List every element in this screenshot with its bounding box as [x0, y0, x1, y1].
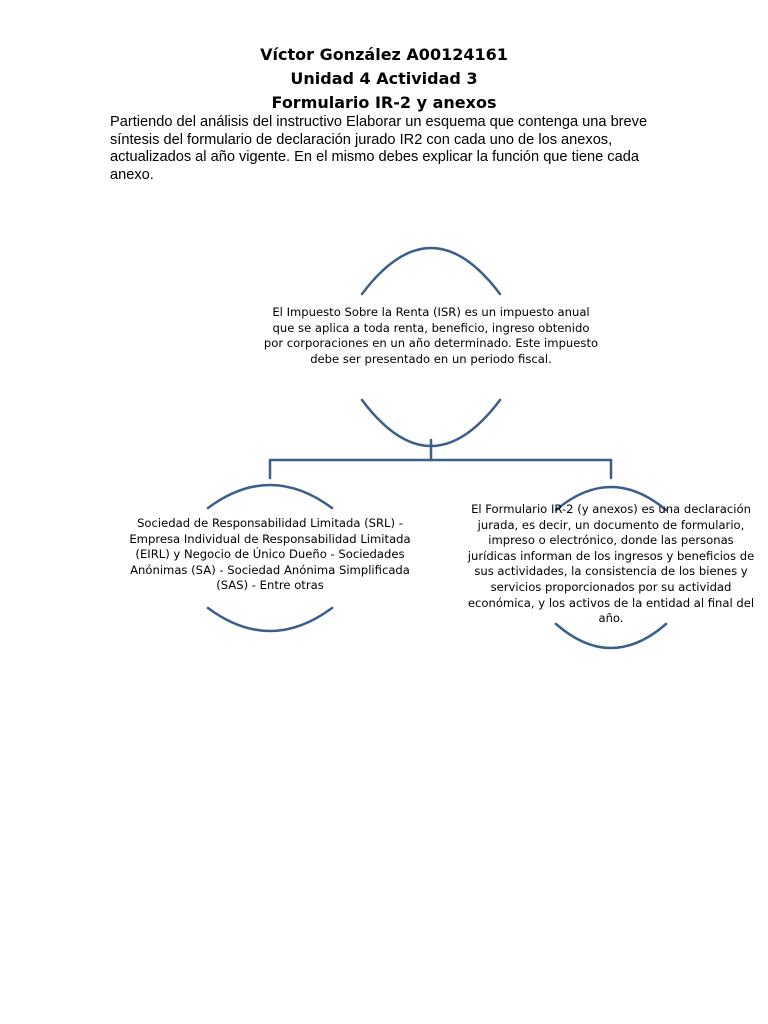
form-heading: Formulario IR-2 y anexos [271, 93, 497, 112]
right-node-text: El Formulario IR-2 (y anexos) es una declaración jurada, es decir, un documento de formulario, impreso o electrónico, donde las personas jurídicas informan de los ingresos y beneficios de sus actividades, la consistencia de los bienes y servicios proporcionados por su actividad económica, y los activos de la entidad al final del año. [467, 502, 755, 626]
author-heading: Víctor González A00124161 [260, 45, 508, 64]
unit-heading: Unidad 4 Actividad 3 [290, 69, 478, 88]
left-node-text: Sociedad de Responsabilidad Limitada (SRL) - Empresa Individual de Responsabilidad Limitada (EIRL) y Negocio de Único Dueño - Sociedades Anónimas (SA) - Sociedad Anónima Simplificada (SAS) - Entre otras [129, 516, 411, 593]
root-node-text: El Impuesto Sobre la Renta (ISR) es un impuesto anual que se aplica a toda renta, beneficio, ingreso obtenido por corporaciones en un año determinado. Este impuesto debe ser presentado en un periodo fiscal. [263, 305, 599, 366]
instructions-paragraph: Partiendo del análisis del instructivo Elaborar un esquema que contenga una breve síntesis del formulario de declaración jurado IR2 con cada uno de los anexos, actualizados al año vigente. En el mismo debes explicar la función que tiene cada anexo. [110, 114, 648, 183]
left-node-top-arc [208, 485, 332, 508]
right-node-bottom-arc [556, 624, 666, 648]
root-node-top-arc [362, 248, 500, 294]
left-node-bottom-arc [208, 608, 332, 631]
